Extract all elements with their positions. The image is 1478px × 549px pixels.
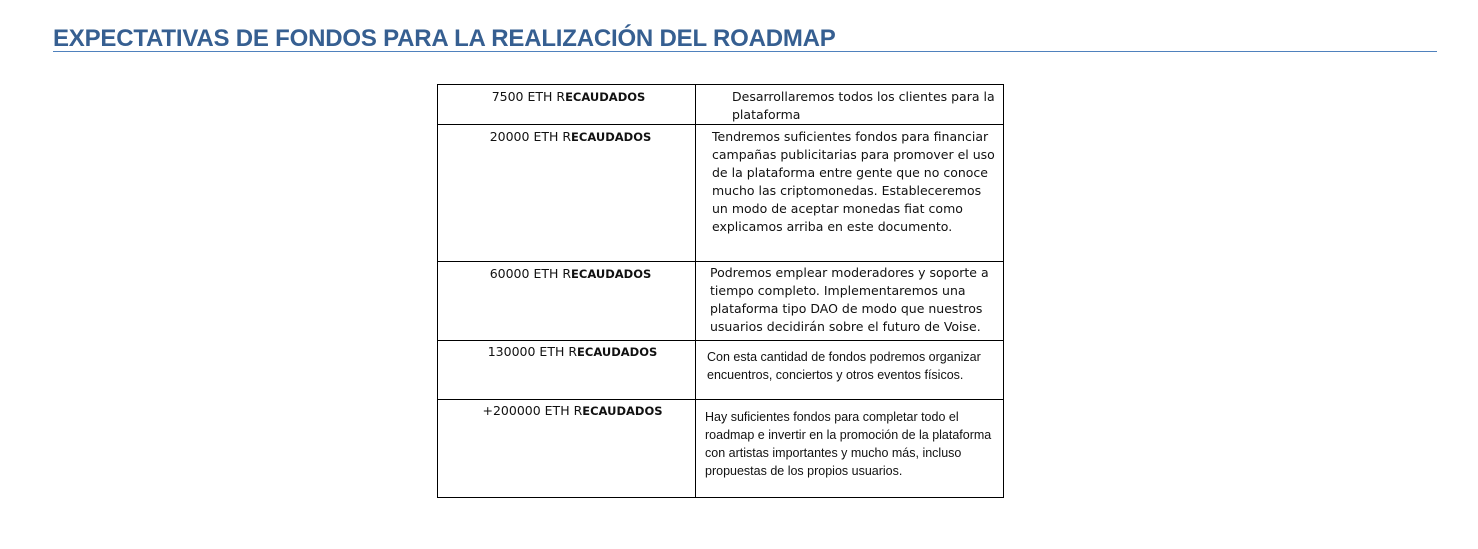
description-cell bbox=[696, 262, 1004, 341]
amount-cell bbox=[438, 85, 696, 125]
description-cell bbox=[696, 125, 1004, 262]
amount-cell bbox=[438, 125, 696, 262]
amount-suffix: ECAUDADOS bbox=[571, 267, 652, 281]
amount-value: 60000 ETH R bbox=[489, 266, 572, 281]
amount-value: 20000 ETH R bbox=[489, 129, 572, 144]
description-text: Con esta cantidad de fondos podremos organizar encuentros, conciertos y otros eventos físicos. bbox=[707, 350, 981, 382]
amount-suffix: ECAUDADOS bbox=[577, 345, 658, 359]
table-row bbox=[438, 125, 1004, 262]
description-text: Podremos emplear moderadores y soporte a tiempo completo. Implementaremos una plataforma tipo DAO de modo que nuestros usuarios decidirán sobre el futuro de Voise. bbox=[710, 265, 989, 334]
amount-label bbox=[492, 89, 646, 104]
amount-value: 7500 ETH R bbox=[491, 89, 566, 104]
table-row bbox=[438, 262, 1004, 341]
amount-suffix: ECAUDADOS bbox=[571, 130, 652, 144]
page-heading bbox=[53, 24, 1437, 52]
description-cell bbox=[696, 341, 1004, 400]
funding-table bbox=[437, 84, 1004, 498]
table-row bbox=[438, 400, 1004, 498]
amount-label bbox=[483, 403, 663, 418]
table-row bbox=[438, 341, 1004, 400]
amount-cell bbox=[438, 262, 696, 341]
amount-cell bbox=[438, 341, 696, 400]
description-text: Tendremos suficientes fondos para financiar campañas publicitarias para promover el uso de la plataforma entre gente que no conoce mucho las criptomonedas. Estableceremos un modo de aceptar monedas fiat como explicamos arriba en este documento. bbox=[712, 129, 995, 234]
description-text: Hay suficientes fondos para completar todo el roadmap e invertir en la promoción de la plataforma con artistas importantes y mucho más, incluso propuestas de los propios usuarios. bbox=[705, 410, 992, 478]
amount-label bbox=[490, 266, 652, 281]
amount-label bbox=[490, 129, 652, 144]
amount-value: +200000 ETH R bbox=[482, 403, 583, 418]
table-row bbox=[438, 85, 1004, 125]
description-cell bbox=[696, 85, 1004, 125]
description-text: Desarrollaremos todos los clientes para la plataforma bbox=[732, 89, 995, 122]
amount-value: 130000 ETH R bbox=[487, 344, 578, 359]
page-title: EXPECTATIVAS DE FONDOS PARA LA REALIZACIÓN DEL ROADMAP bbox=[53, 25, 836, 52]
amount-label bbox=[488, 344, 658, 359]
description-cell bbox=[696, 400, 1004, 498]
amount-suffix: ECAUDADOS bbox=[565, 90, 646, 104]
amount-cell bbox=[438, 400, 696, 498]
amount-suffix: ECAUDADOS bbox=[582, 404, 663, 418]
